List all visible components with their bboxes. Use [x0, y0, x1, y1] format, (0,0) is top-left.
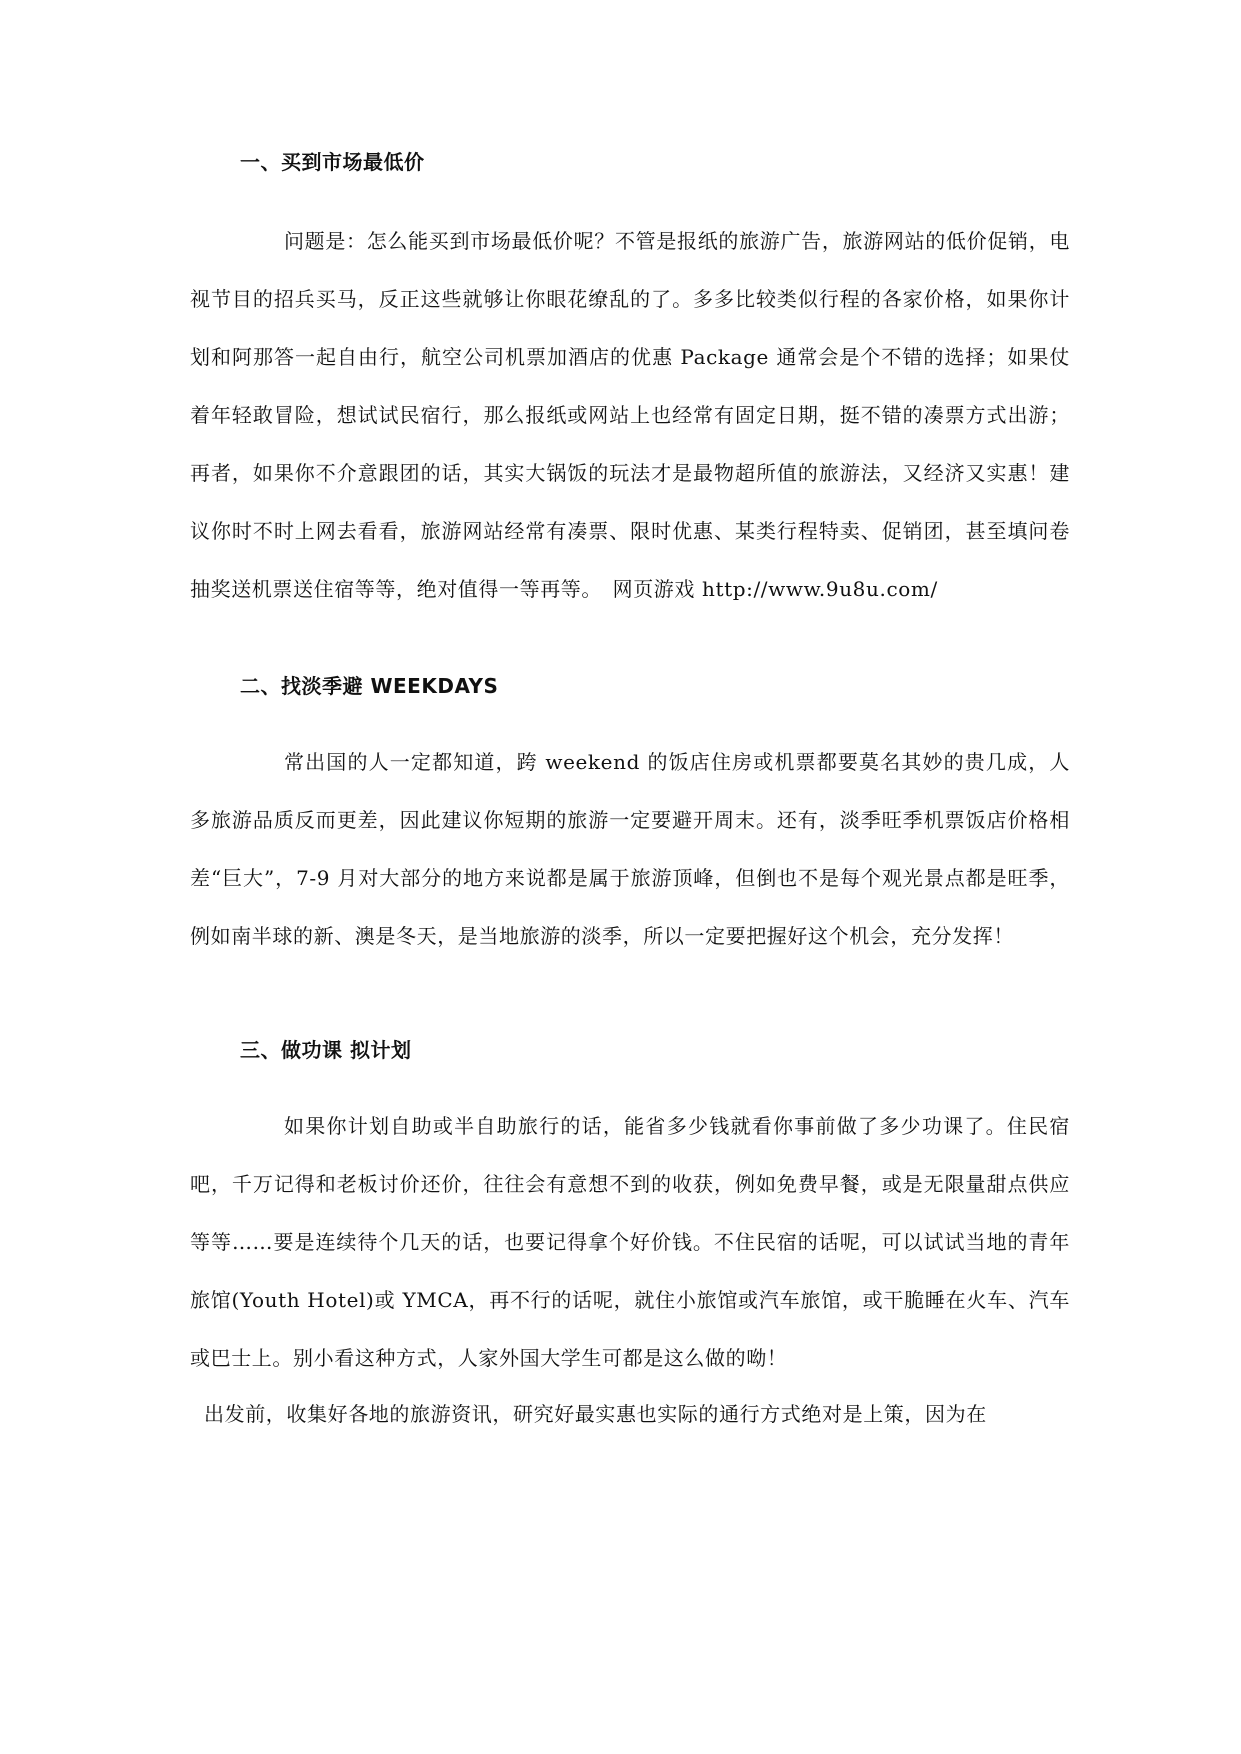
section-heading-2: 二、找淡季避 WEEKDAYS — [240, 674, 499, 698]
section-heading-1: 一、买到市场最低价 — [240, 150, 425, 174]
section-3-paragraph-1: 如果你计划自助或半自助旅行的话，能省多少钱就看你事前做了多少功课了。住民宿吧，千万记得和老板讨价还价，往往会有意想不到的收获，例如免费早餐，或是无限量甜点供应等等……要是连续待个几天的话，也要记得拿个好价钱。不住民宿的话呢，可以试试当地的青年旅馆(Youth Hotel)或 YMCA，再不行的话呢，就住小旅馆或汽车旅馆，或干脆睡在火车、汽车或巴士上。别小看这种方式，人家外国大学生可都是这么做的呦！ — [190, 1114, 1070, 1370]
section-3-paragraph-2: 出发前，收集好各地的旅游资讯，研究好最实惠也实际的通行方式绝对是上策，因为在 — [204, 1402, 987, 1426]
section-1-paragraph: 问题是：怎么能买到市场最低价呢？不管是报纸的旅游广告，旅游网站的低价促销，电视节目的招兵买马，反正这些就够让你眼花缭乱的了。多多比较类似行程的各家价格，如果你计划和阿那答一起自由行，航空公司机票加酒店的优惠 Package 通常会是个不错的选择；如果仗着年轻敢冒险，想试试民宿行，那么报纸或网站上也经常有固定日期，挺不错的凑票方式出游；再者，如果你不介意跟团的话，其实大锅饭的玩法才是最物超所值的旅游法，又经济又实惠！建议你时不时上网去看看，旅游网站经常有凑票、限时优惠、某类行程特卖、促销团，甚至填问卷抽奖送机票送住宿等等，绝对值得一等再等。 网页游戏 http://www.9u8u.com/ — [190, 229, 1070, 601]
section-2-paragraph: 常出国的人一定都知道，跨 weekend 的饭店住房或机票都要莫名其妙的贵几成，人多旅游品质反而更差，因此建议你短期的旅游一定要避开周末。还有，淡季旺季机票饭店价格相差“巨大”，7-9 月对大部分的地方来说都是属于旅游顶峰，但倒也不是每个观光景点都是旺季，例如南半球的新、澳是冬天，是当地旅游的淡季，所以一定要把握好这个机会，充分发挥！ — [190, 750, 1070, 948]
section-heading-3: 三、做功课 拟计划 — [240, 1038, 412, 1062]
